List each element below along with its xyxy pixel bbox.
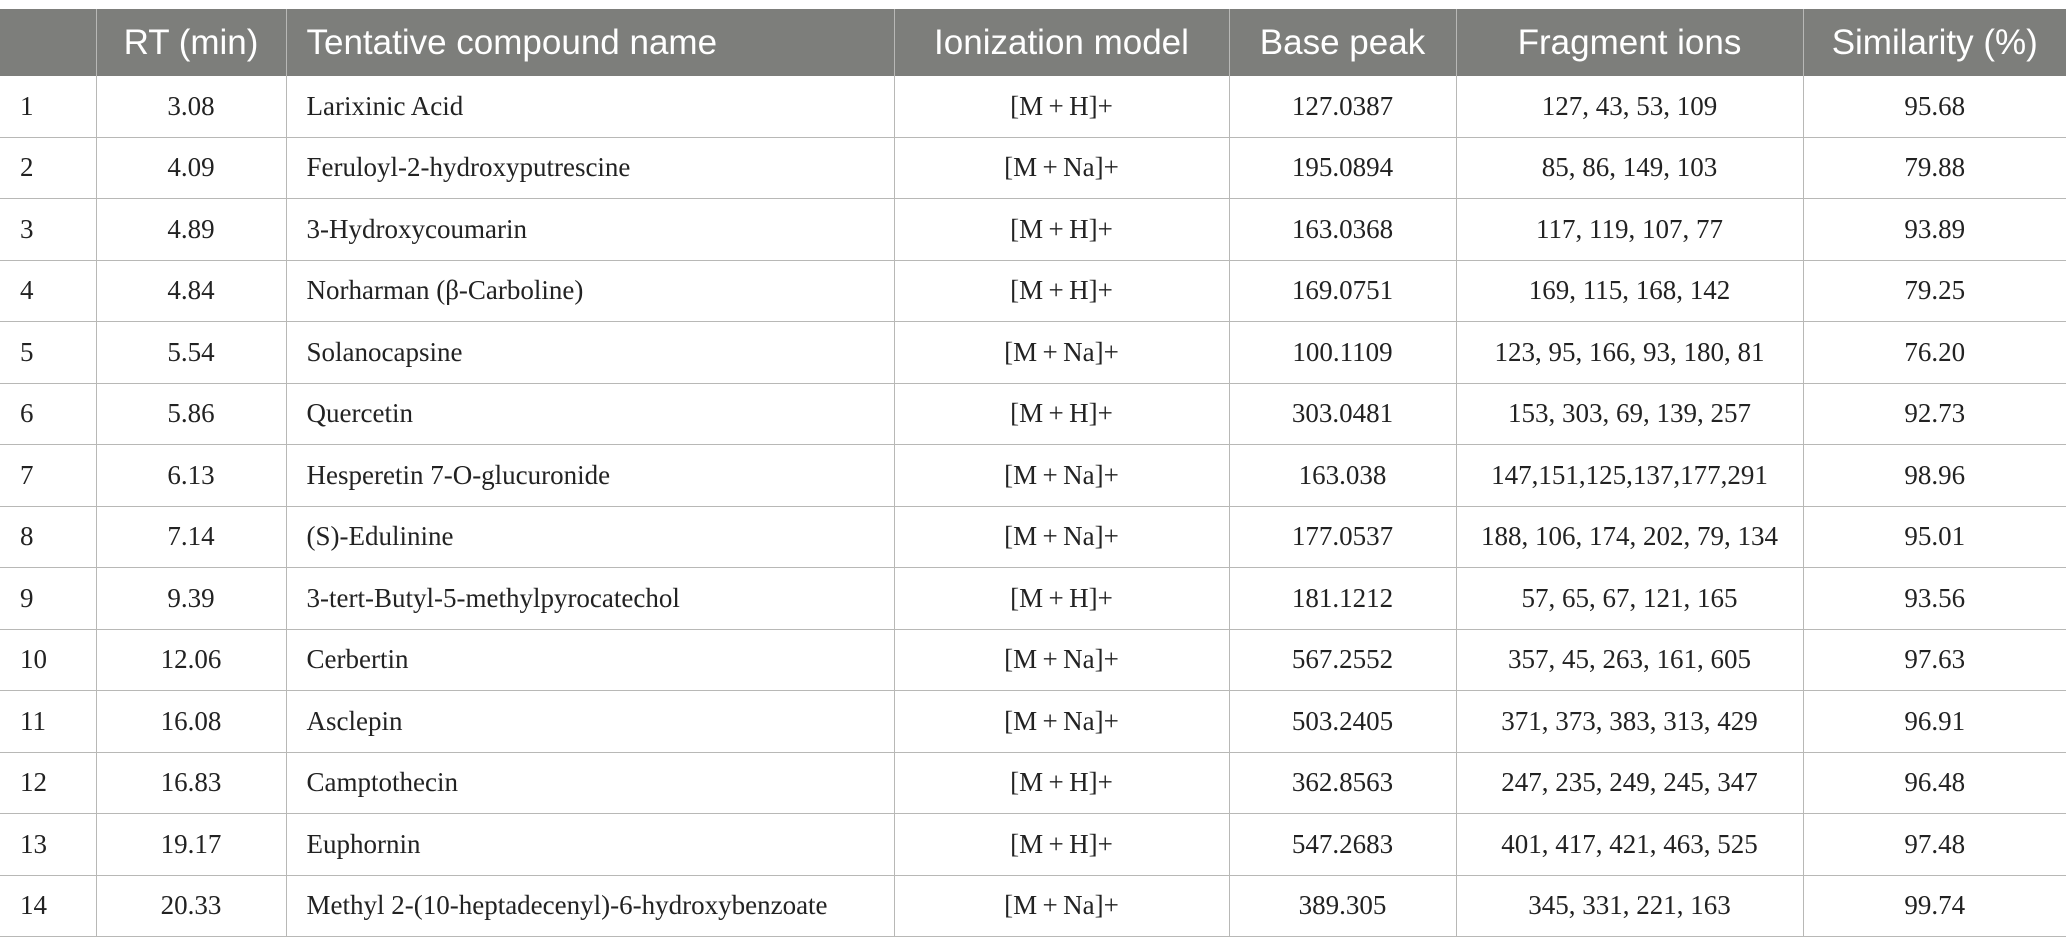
table-row <box>0 875 2066 937</box>
cell-ionization-model: [M + Na]+ <box>894 691 1229 753</box>
table-row <box>0 76 2066 137</box>
cell-similarity: 99.74 <box>1803 875 2066 937</box>
cell-rt: 6.13 <box>96 445 286 507</box>
cell-fragment-ions: 188, 106, 174, 202, 79, 134 <box>1456 506 1803 568</box>
table-body <box>0 76 2066 937</box>
cell-index: 9 <box>0 568 96 630</box>
cell-similarity: 95.01 <box>1803 506 2066 568</box>
cell-index: 14 <box>0 875 96 937</box>
cell-compound-name: Norharman (β-Carboline) <box>286 260 894 322</box>
cell-rt: 3.08 <box>96 76 286 137</box>
cell-compound-name: Methyl 2-(10-heptadecenyl)-6-hydroxybenzoate <box>286 875 894 937</box>
cell-index: 1 <box>0 76 96 137</box>
cell-similarity: 95.68 <box>1803 76 2066 137</box>
cell-rt: 4.89 <box>96 199 286 261</box>
header-rt: RT (min) <box>96 9 286 76</box>
table-row <box>0 445 2066 507</box>
cell-base-peak: 163.0368 <box>1229 199 1456 261</box>
cell-ionization-model: [M + Na]+ <box>894 322 1229 384</box>
cell-compound-name: (S)-Edulinine <box>286 506 894 568</box>
cell-index: 5 <box>0 322 96 384</box>
cell-ionization-model: [M + Na]+ <box>894 137 1229 199</box>
cell-fragment-ions: 371, 373, 383, 313, 429 <box>1456 691 1803 753</box>
cell-fragment-ions: 247, 235, 249, 245, 347 <box>1456 752 1803 814</box>
cell-compound-name: Hesperetin 7-O-glucuronide <box>286 445 894 507</box>
cell-rt: 7.14 <box>96 506 286 568</box>
cell-base-peak: 303.0481 <box>1229 383 1456 445</box>
cell-base-peak: 547.2683 <box>1229 814 1456 876</box>
cell-rt: 5.54 <box>96 322 286 384</box>
cell-fragment-ions: 85, 86, 149, 103 <box>1456 137 1803 199</box>
cell-compound-name: Camptothecin <box>286 752 894 814</box>
header-row <box>0 9 2066 76</box>
cell-ionization-model: [M + Na]+ <box>894 629 1229 691</box>
cell-rt: 4.84 <box>96 260 286 322</box>
table-row <box>0 568 2066 630</box>
cell-base-peak: 389.305 <box>1229 875 1456 937</box>
cell-index: 3 <box>0 199 96 261</box>
cell-ionization-model: [M + Na]+ <box>894 445 1229 507</box>
cell-index: 4 <box>0 260 96 322</box>
cell-ionization-model: [M + Na]+ <box>894 506 1229 568</box>
cell-rt: 5.86 <box>96 383 286 445</box>
cell-fragment-ions: 117, 119, 107, 77 <box>1456 199 1803 261</box>
cell-rt: 9.39 <box>96 568 286 630</box>
cell-fragment-ions: 57, 65, 67, 121, 165 <box>1456 568 1803 630</box>
cell-index: 11 <box>0 691 96 753</box>
table-row <box>0 506 2066 568</box>
cell-similarity: 93.89 <box>1803 199 2066 261</box>
cell-index: 2 <box>0 137 96 199</box>
cell-fragment-ions: 357, 45, 263, 161, 605 <box>1456 629 1803 691</box>
cell-index: 8 <box>0 506 96 568</box>
cell-similarity: 96.48 <box>1803 752 2066 814</box>
header-fragment-ions: Fragment ions <box>1456 9 1803 76</box>
table-header <box>0 9 2066 76</box>
cell-base-peak: 177.0537 <box>1229 506 1456 568</box>
cell-ionization-model: [M + H]+ <box>894 568 1229 630</box>
cell-index: 10 <box>0 629 96 691</box>
cell-index: 6 <box>0 383 96 445</box>
cell-fragment-ions: 153, 303, 69, 139, 257 <box>1456 383 1803 445</box>
cell-similarity: 96.91 <box>1803 691 2066 753</box>
cell-similarity: 97.48 <box>1803 814 2066 876</box>
cell-ionization-model: [M + H]+ <box>894 260 1229 322</box>
cell-fragment-ions: 345, 331, 221, 163 <box>1456 875 1803 937</box>
cell-ionization-model: [M + H]+ <box>894 199 1229 261</box>
header-compound-name: Tentative compound name <box>286 9 894 76</box>
cell-base-peak: 567.2552 <box>1229 629 1456 691</box>
cell-index: 7 <box>0 445 96 507</box>
cell-rt: 4.09 <box>96 137 286 199</box>
cell-rt: 16.08 <box>96 691 286 753</box>
cell-base-peak: 362.8563 <box>1229 752 1456 814</box>
table-row <box>0 260 2066 322</box>
header-index <box>0 9 96 76</box>
cell-fragment-ions: 127, 43, 53, 109 <box>1456 76 1803 137</box>
table-row <box>0 752 2066 814</box>
cell-ionization-model: [M + Na]+ <box>894 875 1229 937</box>
cell-base-peak: 195.0894 <box>1229 137 1456 199</box>
cell-compound-name: Quercetin <box>286 383 894 445</box>
cell-index: 12 <box>0 752 96 814</box>
cell-rt: 19.17 <box>96 814 286 876</box>
cell-fragment-ions: 147,151,125,137,177,291 <box>1456 445 1803 507</box>
cell-similarity: 97.63 <box>1803 629 2066 691</box>
header-ionization-model: Ionization model <box>894 9 1229 76</box>
cell-fragment-ions: 169, 115, 168, 142 <box>1456 260 1803 322</box>
table-row <box>0 691 2066 753</box>
cell-base-peak: 127.0387 <box>1229 76 1456 137</box>
table-row <box>0 383 2066 445</box>
compound-table <box>0 9 2066 937</box>
cell-base-peak: 163.038 <box>1229 445 1456 507</box>
table-row <box>0 629 2066 691</box>
cell-fragment-ions: 401, 417, 421, 463, 525 <box>1456 814 1803 876</box>
cell-index: 13 <box>0 814 96 876</box>
cell-ionization-model: [M + H]+ <box>894 383 1229 445</box>
table-row <box>0 199 2066 261</box>
cell-base-peak: 100.1109 <box>1229 322 1456 384</box>
table-row <box>0 137 2066 199</box>
header-base-peak: Base peak <box>1229 9 1456 76</box>
cell-compound-name: Cerbertin <box>286 629 894 691</box>
cell-similarity: 79.25 <box>1803 260 2066 322</box>
cell-similarity: 92.73 <box>1803 383 2066 445</box>
cell-compound-name: 3-Hydroxycoumarin <box>286 199 894 261</box>
cell-fragment-ions: 123, 95, 166, 93, 180, 81 <box>1456 322 1803 384</box>
cell-base-peak: 503.2405 <box>1229 691 1456 753</box>
cell-compound-name: 3-tert-Butyl-5-methylpyrocatechol <box>286 568 894 630</box>
cell-similarity: 79.88 <box>1803 137 2066 199</box>
cell-rt: 12.06 <box>96 629 286 691</box>
cell-similarity: 93.56 <box>1803 568 2066 630</box>
table-row <box>0 322 2066 384</box>
cell-compound-name: Larixinic Acid <box>286 76 894 137</box>
cell-base-peak: 181.1212 <box>1229 568 1456 630</box>
cell-similarity: 76.20 <box>1803 322 2066 384</box>
cell-compound-name: Euphornin <box>286 814 894 876</box>
table-row <box>0 814 2066 876</box>
cell-compound-name: Feruloyl-2-hydroxyputrescine <box>286 137 894 199</box>
cell-compound-name: Solanocapsine <box>286 322 894 384</box>
cell-rt: 20.33 <box>96 875 286 937</box>
cell-compound-name: Asclepin <box>286 691 894 753</box>
cell-ionization-model: [M + H]+ <box>894 814 1229 876</box>
header-similarity: Similarity (%) <box>1803 9 2066 76</box>
cell-ionization-model: [M + H]+ <box>894 76 1229 137</box>
cell-similarity: 98.96 <box>1803 445 2066 507</box>
cell-ionization-model: [M + H]+ <box>894 752 1229 814</box>
compound-table-container <box>0 9 2066 937</box>
cell-base-peak: 169.0751 <box>1229 260 1456 322</box>
cell-rt: 16.83 <box>96 752 286 814</box>
